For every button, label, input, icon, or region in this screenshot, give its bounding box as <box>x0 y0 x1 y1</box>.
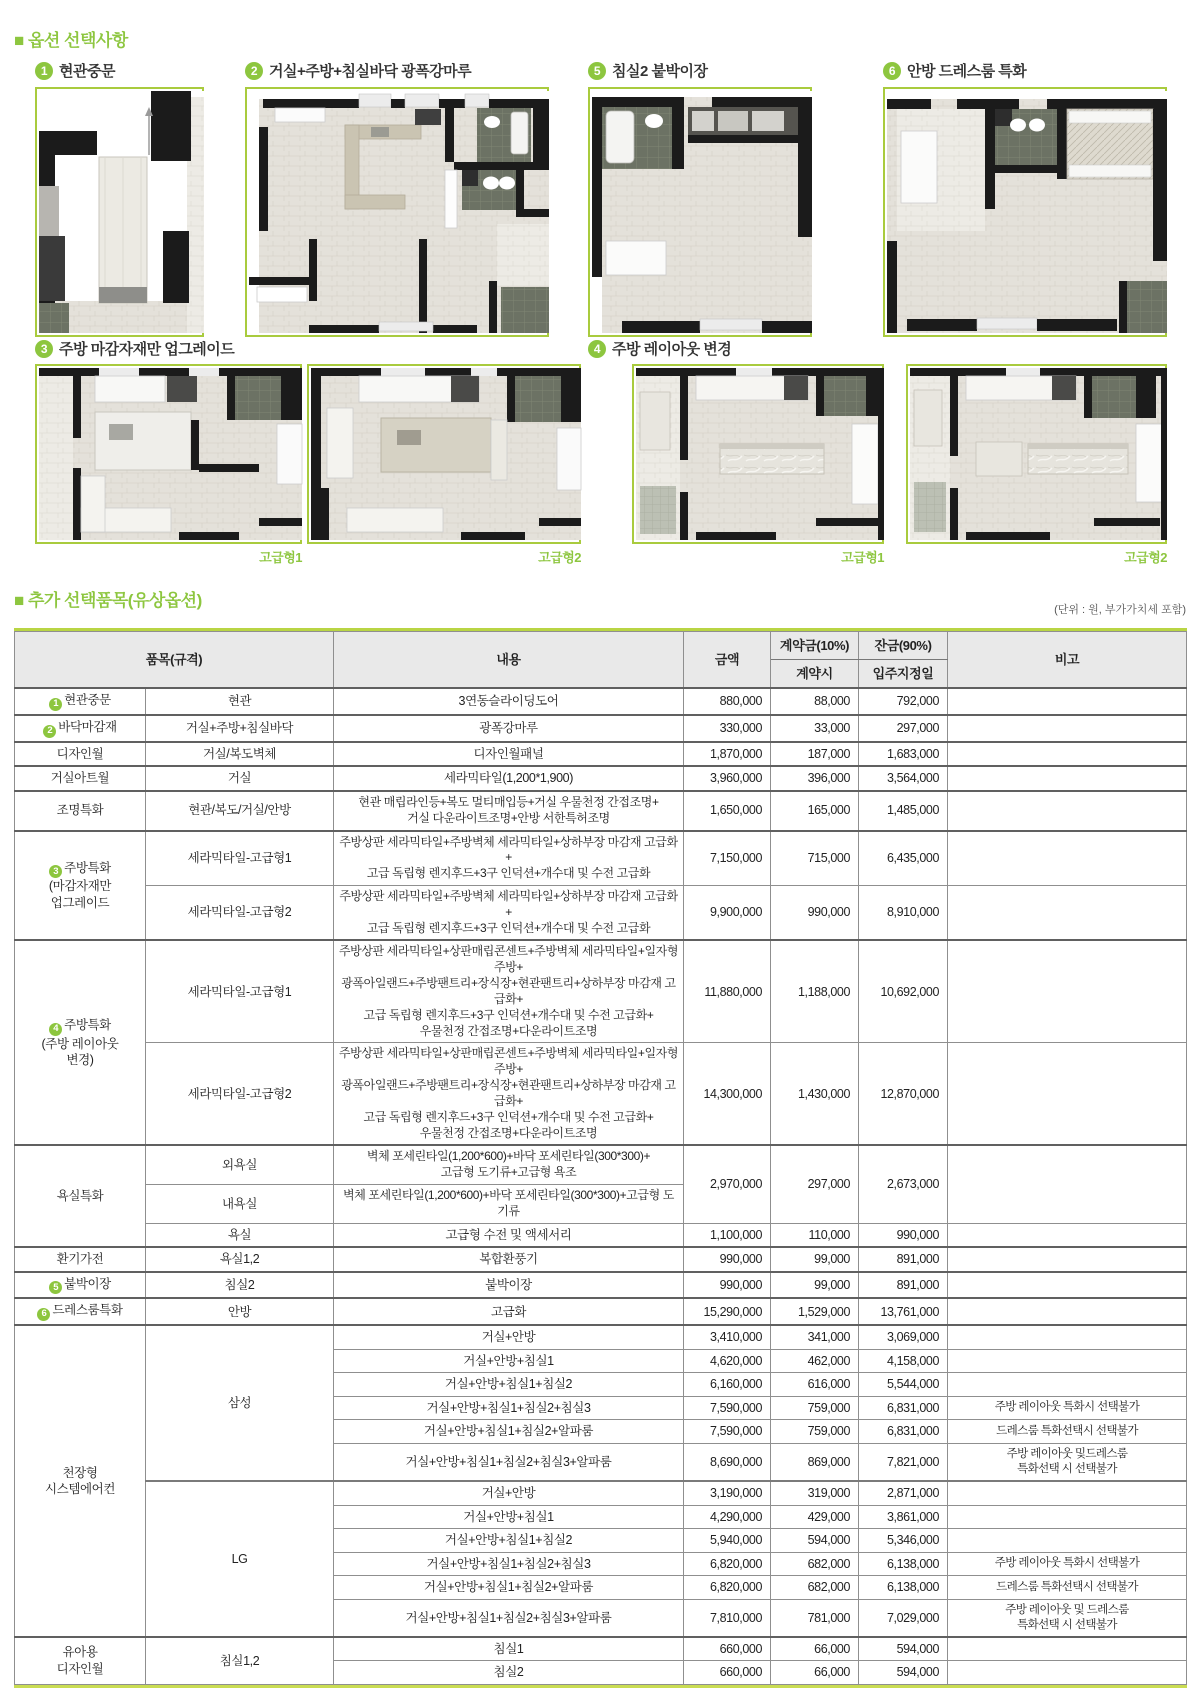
table-cell: 8,690,000 <box>684 1443 771 1481</box>
unit-note: (단위 : 원, 부가가치세 포함) <box>1054 604 1186 616</box>
figure-option-6 <box>883 60 1167 337</box>
table-cell: 고급화 <box>334 1298 684 1325</box>
table-cell <box>948 742 1187 767</box>
table-cell: 2,871,000 <box>859 1481 948 1505</box>
table-cell: 거실+안방+침실1+침실2+알파룸 <box>334 1576 684 1600</box>
table-cell: 8,910,000 <box>859 885 948 940</box>
table-cell: 주방 레이아웃 및 드레스룸 특화선택 시 선택불가 <box>948 1599 1187 1637</box>
table-cell <box>948 1272 1187 1299</box>
table-cell <box>948 831 1187 886</box>
table-cell: 광폭강마루 <box>334 715 684 742</box>
table-cell: 거실 <box>146 766 334 791</box>
addon-price-table <box>14 631 1187 1685</box>
table-cell: 66,000 <box>771 1661 859 1685</box>
table-cell: 33,000 <box>771 715 859 742</box>
table-cell: 복합환풍기 <box>334 1247 684 1272</box>
table-cell: 6,138,000 <box>859 1576 948 1600</box>
table-cell: 3,861,000 <box>859 1505 948 1529</box>
table-row <box>15 1481 1187 1505</box>
table-cell: 세라믹타일-고급형1 <box>146 831 334 886</box>
table-cell: 297,000 <box>859 715 948 742</box>
table-cell: 벽체 포세린타일(1,200*600)+바닥 포세린타일(300*300)+ 고급형 도기류+고급형 욕조 <box>334 1145 684 1184</box>
floor-plan-wide-flooring <box>245 87 549 337</box>
figure-option-5-header <box>588 60 812 81</box>
table-cell: 10,692,000 <box>859 940 948 1042</box>
addon-table-wrapper <box>14 628 1187 1688</box>
table-cell: 759,000 <box>771 1420 859 1444</box>
table-cell: 내욕실 <box>146 1185 334 1224</box>
figure-option-3-header <box>35 338 234 359</box>
figure-option-1 <box>35 60 204 337</box>
table-cell: 3 주방특화 (마감자재만 업그레이드 <box>15 831 146 941</box>
table-cell: 4,620,000 <box>684 1349 771 1373</box>
table-cell: 외욕실 <box>146 1145 334 1184</box>
table-header-row <box>15 632 1187 660</box>
table-row <box>15 1272 1187 1299</box>
table-cell: 세라믹타일(1,200*1,900) <box>334 766 684 791</box>
table-cell <box>948 1637 1187 1661</box>
table-cell: 거실+주방+침실바닥 <box>146 715 334 742</box>
table-cell: 99,000 <box>771 1272 859 1299</box>
table-cell: 319,000 <box>771 1481 859 1505</box>
table-cell: 165,000 <box>771 791 859 831</box>
table-cell: 616,000 <box>771 1373 859 1397</box>
header-item: 품목(규격) <box>15 632 334 689</box>
variant-caption: 고급형1 <box>841 550 884 565</box>
table-cell: 드레스룸 특화선택시 선택불가 <box>948 1420 1187 1444</box>
section-title-addons: ■ 추가 선택품목(유상옵션) <box>14 591 202 610</box>
table-cell: 주방 레이아웃 및드레스룸 특화선택 시 선택불가 <box>948 1443 1187 1481</box>
table-row <box>15 1637 1187 1661</box>
table-cell: 682,000 <box>771 1552 859 1576</box>
table-cell: 침실1 <box>334 1637 684 1661</box>
table-row <box>15 1043 1187 1145</box>
figure-option-4-title: 주방 레이아웃 변경 <box>612 341 732 358</box>
table-cell: 6,138,000 <box>859 1552 948 1576</box>
table-row <box>15 715 1187 742</box>
table-cell: 디자인월 <box>15 742 146 767</box>
table-row <box>15 1325 1187 1349</box>
table-cell: 현관 <box>146 688 334 715</box>
floor-plan-kitchen-layout-2 <box>906 364 1167 544</box>
table-cell: 거실+안방+침실1+침실2+침실3+알파룸 <box>334 1443 684 1481</box>
circled-number-badge: 2 <box>43 725 56 738</box>
table-row <box>15 742 1187 767</box>
figure-option-2-title: 거실+주방+침실바닥 광폭강마루 <box>269 63 472 80</box>
table-cell: 삼성 <box>146 1325 334 1481</box>
table-cell: 침실2 <box>334 1661 684 1685</box>
table-cell: 거실+안방 <box>334 1325 684 1349</box>
table-cell: 781,000 <box>771 1599 859 1637</box>
table-cell: 조명특화 <box>15 791 146 831</box>
table-cell: 거실/복도벽체 <box>146 742 334 767</box>
figure-option-1-title: 현관중문 <box>59 63 115 80</box>
table-cell: 욕실특화 <box>15 1145 146 1247</box>
floor-plan-entrance-door <box>35 87 204 337</box>
floor-plan-kitchen-layout-1 <box>632 364 884 544</box>
table-cell: 욕실1,2 <box>146 1247 334 1272</box>
table-cell <box>948 688 1187 715</box>
table-cell: 3,190,000 <box>684 1481 771 1505</box>
header-amount: 금액 <box>684 632 771 689</box>
table-cell: 715,000 <box>771 831 859 886</box>
table-cell: LG <box>146 1481 334 1637</box>
figure-option-6-header <box>883 60 1167 81</box>
table-cell: 990,000 <box>859 1223 948 1247</box>
option-number-badge: 4 <box>588 340 606 358</box>
table-cell: 1,650,000 <box>684 791 771 831</box>
table-cell: 거실+안방+침실1+침실2+알파룸 <box>334 1420 684 1444</box>
table-cell: 66,000 <box>771 1637 859 1661</box>
table-cell: 396,000 <box>771 766 859 791</box>
table-cell: 13,761,000 <box>859 1298 948 1325</box>
table-row <box>15 885 1187 940</box>
table-cell: 2,970,000 <box>684 1145 771 1223</box>
table-cell <box>948 885 1187 940</box>
table-cell: 주방상판 세라믹타일+상판매립콘센트+주방벽체 세라믹타일+일자형주방+ 광폭아일랜드+주방팬트리+장식장+현관팬트리+상하부장 마감재 고급화+ 고급 독립형 렌지후드+3구 인덕션+개수대 및 수전 고급화+ 우물천정 간접조명+다운라이트조명 <box>334 940 684 1042</box>
table-cell <box>948 1223 1187 1247</box>
table-cell: 거실+안방+침실1 <box>334 1349 684 1373</box>
figure-option-5-title: 침실2 붙박이장 <box>612 63 708 80</box>
floor-plan-kitchen-upgrade-2 <box>307 364 581 544</box>
table-cell: 안방 <box>146 1298 334 1325</box>
table-cell: 주방상판 세라믹타일+주방벽체 세라믹타일+상하부장 마감재 고급화+ 고급 독립형 렌지후드+3구 인덕션+개수대 및 수전 고급화 <box>334 831 684 886</box>
table-cell: 환기가전 <box>15 1247 146 1272</box>
table-cell: 3,960,000 <box>684 766 771 791</box>
table-cell: 거실+안방+침실1 <box>334 1505 684 1529</box>
table-cell: 9,900,000 <box>684 885 771 940</box>
floor-plan-master-dressroom <box>883 87 1167 337</box>
table-cell: 주방상판 세라믹타일+주방벽체 세라믹타일+상하부장 마감재 고급화+ 고급 독립형 렌지후드+3구 인덕션+개수대 및 수전 고급화 <box>334 885 684 940</box>
figure-option-3-title: 주방 마감자재만 업그레이드 <box>59 341 235 358</box>
table-cell: 1,188,000 <box>771 940 859 1042</box>
option-number-badge: 5 <box>588 62 606 80</box>
header-deposit-sub: 계약시 <box>771 660 859 689</box>
table-row <box>15 1247 1187 1272</box>
variant-caption: 고급형2 <box>1124 550 1167 565</box>
variant-caption: 고급형2 <box>538 550 581 565</box>
table-cell: 11,880,000 <box>684 940 771 1042</box>
table-cell: 5 붙박이장 <box>15 1272 146 1299</box>
option-number-badge: 3 <box>35 340 53 358</box>
table-cell: 4 주방특화 (주방 레이아웃 변경) <box>15 940 146 1145</box>
table-cell: 거실아트월 <box>15 766 146 791</box>
table-cell <box>948 1247 1187 1272</box>
figure-option-2 <box>245 60 549 337</box>
header-content: 내용 <box>334 632 684 689</box>
table-cell: 12,870,000 <box>859 1043 948 1145</box>
variant-caption: 고급형1 <box>259 550 302 565</box>
table-cell: 990,000 <box>771 885 859 940</box>
table-cell: 유아용 디자인월 <box>15 1637 146 1685</box>
table-cell: 869,000 <box>771 1443 859 1481</box>
table-cell: 6,820,000 <box>684 1552 771 1576</box>
table-cell: 6,820,000 <box>684 1576 771 1600</box>
table-cell: 3,069,000 <box>859 1325 948 1349</box>
table-cell: 14,300,000 <box>684 1043 771 1145</box>
table-cell <box>948 940 1187 1042</box>
table-cell: 6,831,000 <box>859 1396 948 1420</box>
table-cell: 891,000 <box>859 1272 948 1299</box>
table-cell: 99,000 <box>771 1247 859 1272</box>
table-cell <box>948 715 1187 742</box>
table-cell: 1,485,000 <box>859 791 948 831</box>
table-cell: 욕실 <box>146 1223 334 1247</box>
table-cell <box>948 791 1187 831</box>
table-cell: 4,290,000 <box>684 1505 771 1529</box>
table-cell: 462,000 <box>771 1349 859 1373</box>
table-cell: 7,590,000 <box>684 1396 771 1420</box>
header-note: 비고 <box>948 632 1187 689</box>
figure-option-4-variant2 <box>906 364 1167 566</box>
section-title-options: ■ 옵션 선택사항 <box>14 31 128 50</box>
table-cell: 거실+안방+침실1+침실2+침실3+알파룸 <box>334 1599 684 1637</box>
table-row <box>15 1223 1187 1247</box>
table-cell: 주방 레이아웃 특화시 선택불가 <box>948 1552 1187 1576</box>
table-cell <box>948 1298 1187 1325</box>
table-cell: 429,000 <box>771 1505 859 1529</box>
table-cell: 187,000 <box>771 742 859 767</box>
table-cell: 1,870,000 <box>684 742 771 767</box>
table-cell <box>948 1043 1187 1145</box>
figure-option-3-variant2 <box>307 364 581 566</box>
table-row <box>15 1298 1187 1325</box>
table-cell: 6 드레스룸특화 <box>15 1298 146 1325</box>
table-cell: 현관/복도/거실/안방 <box>146 791 334 831</box>
table-cell <box>948 1661 1187 1685</box>
table-cell: 5,940,000 <box>684 1529 771 1553</box>
table-cell: 15,290,000 <box>684 1298 771 1325</box>
table-cell: 1,100,000 <box>684 1223 771 1247</box>
table-cell <box>948 1505 1187 1529</box>
table-cell: 297,000 <box>771 1145 859 1223</box>
table-cell: 6,831,000 <box>859 1420 948 1444</box>
table-cell: 세라믹타일-고급형2 <box>146 885 334 940</box>
table-cell: 벽체 포세린타일(1,200*600)+바닥 포세린타일(300*300)+고급형 도기류 <box>334 1185 684 1224</box>
circled-number-badge: 1 <box>49 698 62 711</box>
table-row <box>15 940 1187 1042</box>
table-cell: 759,000 <box>771 1396 859 1420</box>
figure-option-2-header <box>245 60 549 81</box>
table-cell: 거실+안방+침실1+침실2+침실3 <box>334 1552 684 1576</box>
table-cell <box>948 1481 1187 1505</box>
figure-option-5 <box>588 60 812 337</box>
table-cell: 330,000 <box>684 715 771 742</box>
table-cell: 3,410,000 <box>684 1325 771 1349</box>
table-cell: 3,564,000 <box>859 766 948 791</box>
table-cell: 세라믹타일-고급형1 <box>146 940 334 1042</box>
figure-option-3-variant1 <box>35 364 302 566</box>
table-cell: 침실1,2 <box>146 1637 334 1685</box>
table-cell: 682,000 <box>771 1576 859 1600</box>
table-cell: 거실+안방+침실1+침실2 <box>334 1529 684 1553</box>
floor-plan-kitchen-upgrade-1 <box>35 364 302 544</box>
table-cell: 붙박이장 <box>334 1272 684 1299</box>
table-cell: 88,000 <box>771 688 859 715</box>
floor-plan-bedroom2-closet <box>588 87 812 337</box>
table-cell: 594,000 <box>859 1637 948 1661</box>
figure-option-6-title: 안방 드레스룸 특화 <box>907 63 1027 80</box>
table-cell: 660,000 <box>684 1661 771 1685</box>
header-deposit: 계약금(10%) <box>771 632 859 660</box>
table-cell: 세라믹타일-고급형2 <box>146 1043 334 1145</box>
table-cell: 침실2 <box>146 1272 334 1299</box>
circled-number-badge: 3 <box>49 865 62 878</box>
table-cell: 1 현관중문 <box>15 688 146 715</box>
table-cell: 1,430,000 <box>771 1043 859 1145</box>
circled-number-badge: 6 <box>37 1308 50 1321</box>
figure-option-1-header <box>35 60 204 81</box>
table-cell: 5,346,000 <box>859 1529 948 1553</box>
table-cell: 천장형 시스템에어컨 <box>15 1325 146 1637</box>
table-cell: 2 바닥마감재 <box>15 715 146 742</box>
table-cell: 7,810,000 <box>684 1599 771 1637</box>
table-cell: 891,000 <box>859 1247 948 1272</box>
table-cell: 6,160,000 <box>684 1373 771 1397</box>
table-cell <box>948 1145 1187 1223</box>
table-cell: 594,000 <box>771 1529 859 1553</box>
table-cell: 거실+안방+침실1+침실2 <box>334 1373 684 1397</box>
figure-option-4-header <box>588 338 731 359</box>
table-cell: 7,590,000 <box>684 1420 771 1444</box>
table-cell: 1,529,000 <box>771 1298 859 1325</box>
table-cell: 거실+안방 <box>334 1481 684 1505</box>
table-cell: 3연동슬라이딩도어 <box>334 688 684 715</box>
table-row <box>15 688 1187 715</box>
table-cell: 현관 매립라인등+복도 멀티매입등+거실 우물천정 간접조명+ 거실 다운라이트조명+안방 서한특허조명 <box>334 791 684 831</box>
figure-option-4-variant1 <box>632 364 884 566</box>
table-cell <box>948 1529 1187 1553</box>
header-balance: 잔금(90%) <box>859 632 948 660</box>
table-cell: 고급형 수전 및 액세서리 <box>334 1223 684 1247</box>
table-cell <box>948 1373 1187 1397</box>
table-cell: 7,150,000 <box>684 831 771 886</box>
table-cell <box>948 1349 1187 1373</box>
table-row <box>15 1145 1187 1184</box>
table-cell: 주방상판 세라믹타일+상판매립콘센트+주방벽체 세라믹타일+일자형주방+ 광폭아일랜드+주방팬트리+장식장+현관팬트리+상하부장 마감재 고급화+ 고급 독립형 렌지후드+3구 인덕션+개수대 및 수전 고급화+ 우물천정 간접조명+다운라이트조명 <box>334 1043 684 1145</box>
table-cell: 7,821,000 <box>859 1443 948 1481</box>
option-number-badge: 2 <box>245 62 263 80</box>
table-cell <box>948 1325 1187 1349</box>
table-cell <box>948 766 1187 791</box>
table-cell: 660,000 <box>684 1637 771 1661</box>
table-cell: 792,000 <box>859 688 948 715</box>
table-cell: 1,683,000 <box>859 742 948 767</box>
table-cell: 594,000 <box>859 1661 948 1685</box>
table-cell: 드레스룸 특화선택시 선택불가 <box>948 1576 1187 1600</box>
option-number-badge: 6 <box>883 62 901 80</box>
table-row <box>15 791 1187 831</box>
circled-number-badge: 5 <box>49 1281 62 1294</box>
table-cell: 7,029,000 <box>859 1599 948 1637</box>
table-cell: 4,158,000 <box>859 1349 948 1373</box>
table-cell: 990,000 <box>684 1247 771 1272</box>
table-cell: 거실+안방+침실1+침실2+침실3 <box>334 1396 684 1420</box>
table-row <box>15 831 1187 886</box>
option-number-badge: 1 <box>35 62 53 80</box>
table-cell: 341,000 <box>771 1325 859 1349</box>
table-cell: 880,000 <box>684 688 771 715</box>
table-cell: 990,000 <box>684 1272 771 1299</box>
table-cell: 주방 레이아웃 특화시 선택불가 <box>948 1396 1187 1420</box>
table-cell: 2,673,000 <box>859 1145 948 1223</box>
table-cell: 디자인월패널 <box>334 742 684 767</box>
table-row <box>15 766 1187 791</box>
header-balance-sub: 입주지정일 <box>859 660 948 689</box>
table-cell: 110,000 <box>771 1223 859 1247</box>
circled-number-badge: 4 <box>49 1023 62 1036</box>
table-cell: 6,435,000 <box>859 831 948 886</box>
table-cell: 5,544,000 <box>859 1373 948 1397</box>
